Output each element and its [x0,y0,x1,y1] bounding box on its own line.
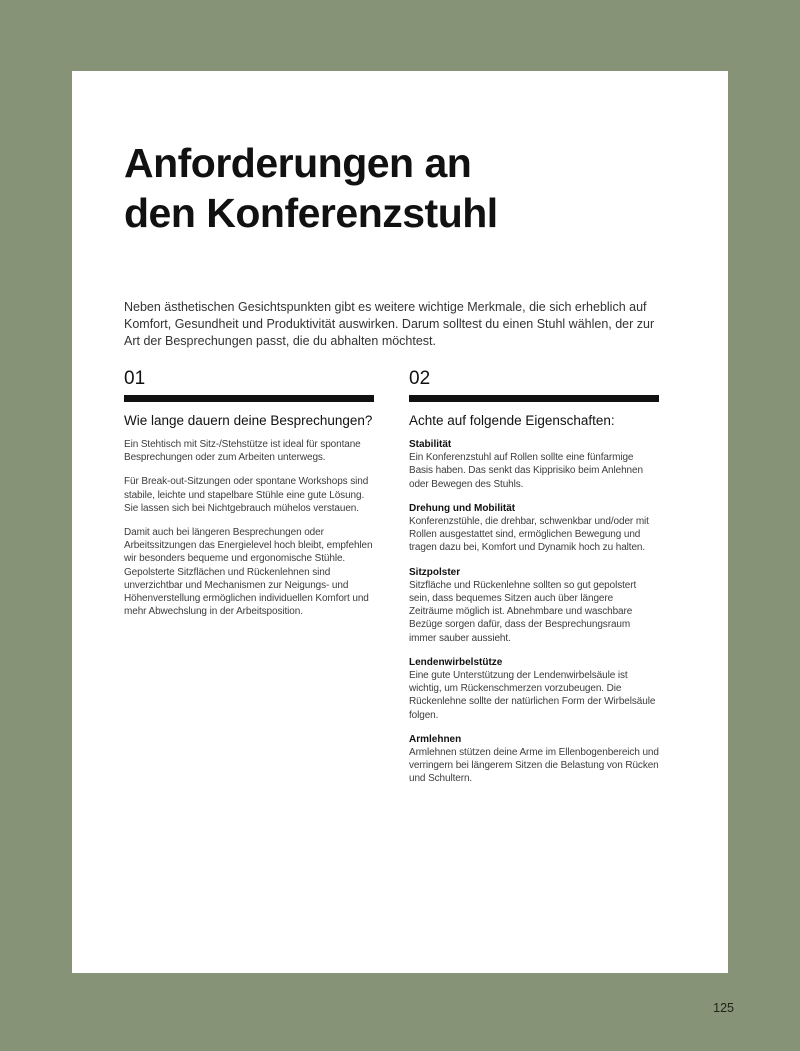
column-01-heading: Wie lange dauern deine Besprechungen? [124,413,373,428]
column-02-divider-bar [409,395,659,402]
column-01-paragraph-3: Damit auch bei längeren Besprechungen oder Arbeitssitzungen das Energielevel hoch bleibt, empfehlen wir besonders bequeme und ergonomische Stühle. Gepolsterte Sitzflächen und Rückenlehnen sind unverzichtbar und Mechanismen zur Neigungs- und Höhenverstellung ermöglichen individuellen Komfort und mehr Abwechslung in der Arbeitsposition. [124,527,373,618]
column-02 [409,367,659,786]
column-01-number: 01 [124,368,146,389]
feature-drehung-mobilitaet-text: Konferenzstühle, die drehbar, schwenkbar und/oder mit Rollen ausgestattet sind, ermöglichen Bewegung und tragen dazu bei, Komfort und Dynamik hoch zu halten. [409,516,649,554]
column-01-divider-bar [124,395,374,402]
column-01-paragraph-2: Für Break-out-Sitzungen oder spontane Workshops sind stabile, leichte und stapelbare Stühle eine gute Lösung. Sie lassen sich bei Nichtgebrauch mühelos verstauen. [124,476,369,514]
intro-paragraph: Neben ästhetischen Gesichtspunkten gibt es weitere wichtige Merkmale, die sich erheblich auf Komfort, Gesundheit und Produktivität auswirken. Darum solltest du einen Stuhl wählen, der zur Art der Besprechungen passt, die du abhalten möchtest. [124,300,655,348]
feature-drehung-mobilitaet-title: Drehung und Mobilität [409,502,516,514]
page-title-line-2: den Konferenzstuhl [124,190,498,236]
column-01-body [124,438,374,618]
column-02-body [409,438,659,786]
feature-lendenwirbelstuetze-title: Lendenwirbelstütze [409,656,503,668]
feature-armlehnen-title: Armlehnen [409,733,462,745]
catalog-page [72,71,728,973]
column-02-heading: Achte auf folgende Eigenschaften: [409,413,615,428]
feature-sitzpolster [409,566,659,645]
page-title [124,138,659,238]
feature-armlehnen-text: Armlehnen stützen deine Arme im Ellenbogenbereich und verringern bei längerem Sitzen die Belastung von Rücken und Schultern. [409,747,659,785]
feature-stabilitaet-text: Ein Konferenzstuhl auf Rollen sollte eine fünfarmige Basis haben. Das senkt das Kipprisiko beim Anlehnen oder Bewegen des Stuhls. [409,452,643,490]
column-02-number: 02 [409,368,431,389]
feature-lendenwirbelstuetze [409,656,659,722]
column-01 [124,367,374,786]
feature-sitzpolster-text: Sitzfläche und Rückenlehne sollten so gut gepolstert sein, dass bequemes Sitzen auch über längere Zeiträume möglich ist. Abnehmbare und waschbare Bezüge sorgen dafür, dass der Besprechungsraum immer sauber aussieht. [409,579,637,644]
column-01-paragraph-1: Ein Stehtisch mit Sitz-/Stehstütze ist ideal für spontane Besprechungen oder zum Arbeiten unterwegs. [124,439,361,464]
feature-drehung-mobilitaet [409,502,659,555]
page-number: 125 [713,1001,734,1015]
feature-sitzpolster-title: Sitzpolster [409,566,461,578]
feature-armlehnen [409,733,659,786]
columns-row [124,367,659,786]
feature-stabilitaet [409,438,659,491]
feature-stabilitaet-title: Stabilität [409,439,452,450]
feature-lendenwirbelstuetze-text: Eine gute Unterstützung der Lendenwirbelsäule ist wichtig, um Rückenschmerzen vorzubeugen. Die Rückenlehne sollte der natürlichen Form der Wirbelsäule folgen. [409,670,656,721]
page-title-line-1: Anforderungen an [124,140,472,186]
